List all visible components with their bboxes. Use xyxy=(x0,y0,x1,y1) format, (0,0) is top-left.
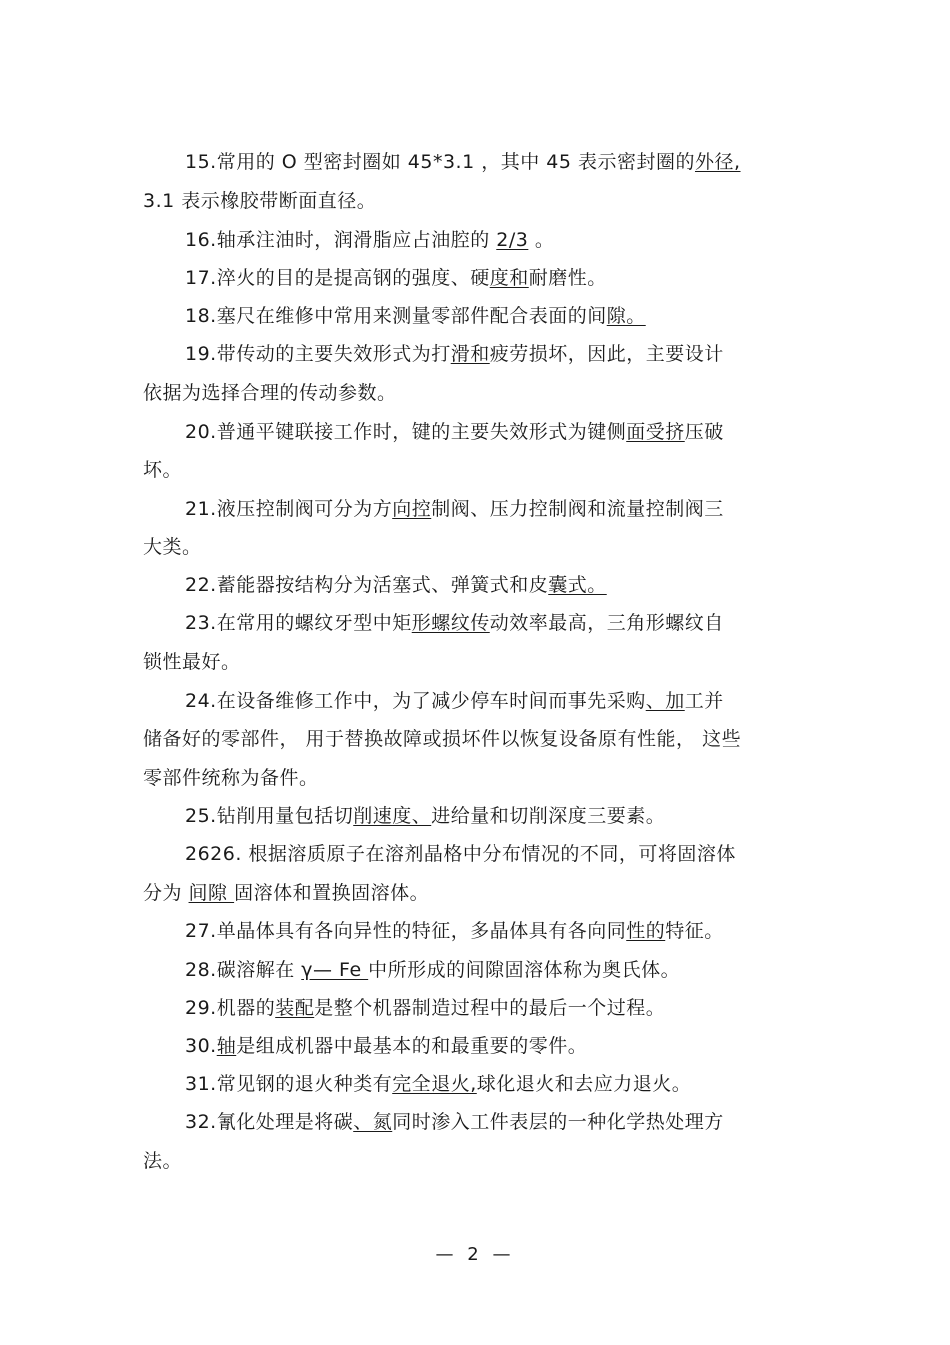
text-line xyxy=(143,725,741,753)
text-line xyxy=(185,1108,724,1136)
line-text: 。 xyxy=(528,229,555,251)
text-line xyxy=(185,148,741,176)
line-text: 球化退火和去应力退火。 xyxy=(476,1073,692,1095)
line-text: 动效率最高，三角形螺纹自 xyxy=(489,612,724,634)
text-line xyxy=(185,495,724,523)
text-line xyxy=(185,264,607,292)
line-text: 31.常见钢的退火种类有 xyxy=(185,1073,393,1095)
text-line xyxy=(185,302,646,330)
line-text: 21.液压控制阀可分为方 xyxy=(185,498,393,520)
line-text: 28.碳溶解在 xyxy=(185,959,302,981)
answer-underlined: 囊式。 xyxy=(548,574,607,596)
line-text: 18.塞尺在维修中常用来测量零部件配合表面的间 xyxy=(185,305,607,327)
text-line xyxy=(185,340,724,368)
line-text: 16.轴承注油时，润滑脂应占油腔的 xyxy=(185,229,497,251)
text-line xyxy=(185,802,665,830)
line-text: 23.在常用的螺纹牙型中矩 xyxy=(185,612,412,634)
line-text: 进给量和切削深度三要素。 xyxy=(431,805,666,827)
line-text: 储备好的零部件， 用于替换故障或损坏件以恢复设备原有性能， 这些 xyxy=(143,728,742,750)
answer-underlined: 、氮 xyxy=(353,1111,393,1133)
line-text: 锁性最好。 xyxy=(143,651,241,673)
line-text: 固溶体和置换固溶体。 xyxy=(234,882,430,904)
line-text: 疲劳损坏，因此，主要设计 xyxy=(489,343,724,365)
line-text: 耐磨性。 xyxy=(528,267,607,289)
line-text: 32.氰化处理是将碳 xyxy=(185,1111,354,1133)
line-text: 是整个机器制造过程中的最后一个过程。 xyxy=(314,997,666,1019)
line-text: 特征。 xyxy=(665,920,724,942)
answer-underlined: 2/3 xyxy=(496,229,529,251)
line-text: 19.带传动的主要失效形式为打 xyxy=(185,343,451,365)
text-line xyxy=(143,456,182,484)
line-text: 27.单晶体具有各向异性的特征，多晶体具有各向同 xyxy=(185,920,627,942)
answer-underlined: 削速度、 xyxy=(353,805,432,827)
line-text: 20.普通平键联接工作时，键的主要失效形式为键侧 xyxy=(185,421,627,443)
line-text: 30. xyxy=(185,1035,217,1057)
text-line xyxy=(143,1147,182,1175)
line-text: 零部件统称为备件。 xyxy=(143,767,319,789)
line-text: 工并 xyxy=(684,690,724,712)
answer-underlined: γ— Fe xyxy=(301,959,369,981)
line-text: 3.1 表示橡胶带断面直径。 xyxy=(143,190,377,212)
line-text: 2626. 根据溶质原子在溶剂晶格中分布情况的不同，可将固溶体 xyxy=(185,843,736,865)
answer-underlined: 完全退火, xyxy=(392,1073,477,1095)
text-line xyxy=(143,764,319,792)
text-line xyxy=(185,956,680,984)
answer-underlined: 面受挤 xyxy=(626,421,685,443)
line-text: 压破 xyxy=(684,421,724,443)
answer-underlined: 滑和 xyxy=(450,343,490,365)
answer-underlined: 间隙 xyxy=(188,882,235,904)
line-text: 同时渗入工件表层的一种化学热处理方 xyxy=(392,1111,724,1133)
text-line xyxy=(185,1070,691,1098)
text-line xyxy=(185,609,724,637)
line-text: 法。 xyxy=(143,1150,183,1172)
line-text: 制阀、压力控制阀和流量控制阀三 xyxy=(431,498,724,520)
answer-underlined: 轴 xyxy=(216,1035,237,1057)
answer-underlined: 度和 xyxy=(489,267,529,289)
text-line xyxy=(143,187,376,215)
page-number: — 2 — xyxy=(435,1244,515,1265)
answer-underlined: 性的 xyxy=(626,920,666,942)
text-line xyxy=(143,648,241,676)
answer-underlined: 外径, xyxy=(694,151,741,173)
text-line xyxy=(185,1032,587,1060)
text-line xyxy=(185,226,554,254)
text-line xyxy=(185,917,724,945)
line-text: 分为 xyxy=(143,882,189,904)
text-line xyxy=(143,379,397,407)
line-text: 中所形成的间隙固溶体称为奥氏体。 xyxy=(368,959,681,981)
line-text: 依据为选择合理的传动参数。 xyxy=(143,382,397,404)
text-line xyxy=(143,533,202,561)
line-text: 坏。 xyxy=(143,459,183,481)
text-line xyxy=(185,994,665,1022)
answer-underlined: 隙。 xyxy=(606,305,646,327)
line-text: 大类。 xyxy=(143,536,202,558)
line-text: 24.在设备维修工作中，为了减少停车时间而事先采购 xyxy=(185,690,646,712)
text-line xyxy=(143,879,429,907)
text-line xyxy=(185,840,736,868)
line-text: 15.常用的 O 型密封圈如 45*3.1 ，其中 45 表示密封圈的 xyxy=(185,151,695,173)
text-line xyxy=(185,571,607,599)
text-line xyxy=(185,687,724,715)
answer-underlined: 向控 xyxy=(392,498,432,520)
answer-underlined: 形螺纹传 xyxy=(411,612,490,634)
line-text: 29.机器的 xyxy=(185,997,276,1019)
line-text: 22.蓄能器按结构分为活塞式、弹簧式和皮 xyxy=(185,574,549,596)
answer-underlined: 装配 xyxy=(275,997,315,1019)
line-text: 25.钻削用量包括切 xyxy=(185,805,354,827)
text-line xyxy=(185,418,724,446)
line-text: 17.淬火的目的是提高钢的强度、硬 xyxy=(185,267,490,289)
line-text: 是组成机器中最基本的和最重要的零件。 xyxy=(236,1035,588,1057)
answer-underlined: 、加 xyxy=(645,690,685,712)
